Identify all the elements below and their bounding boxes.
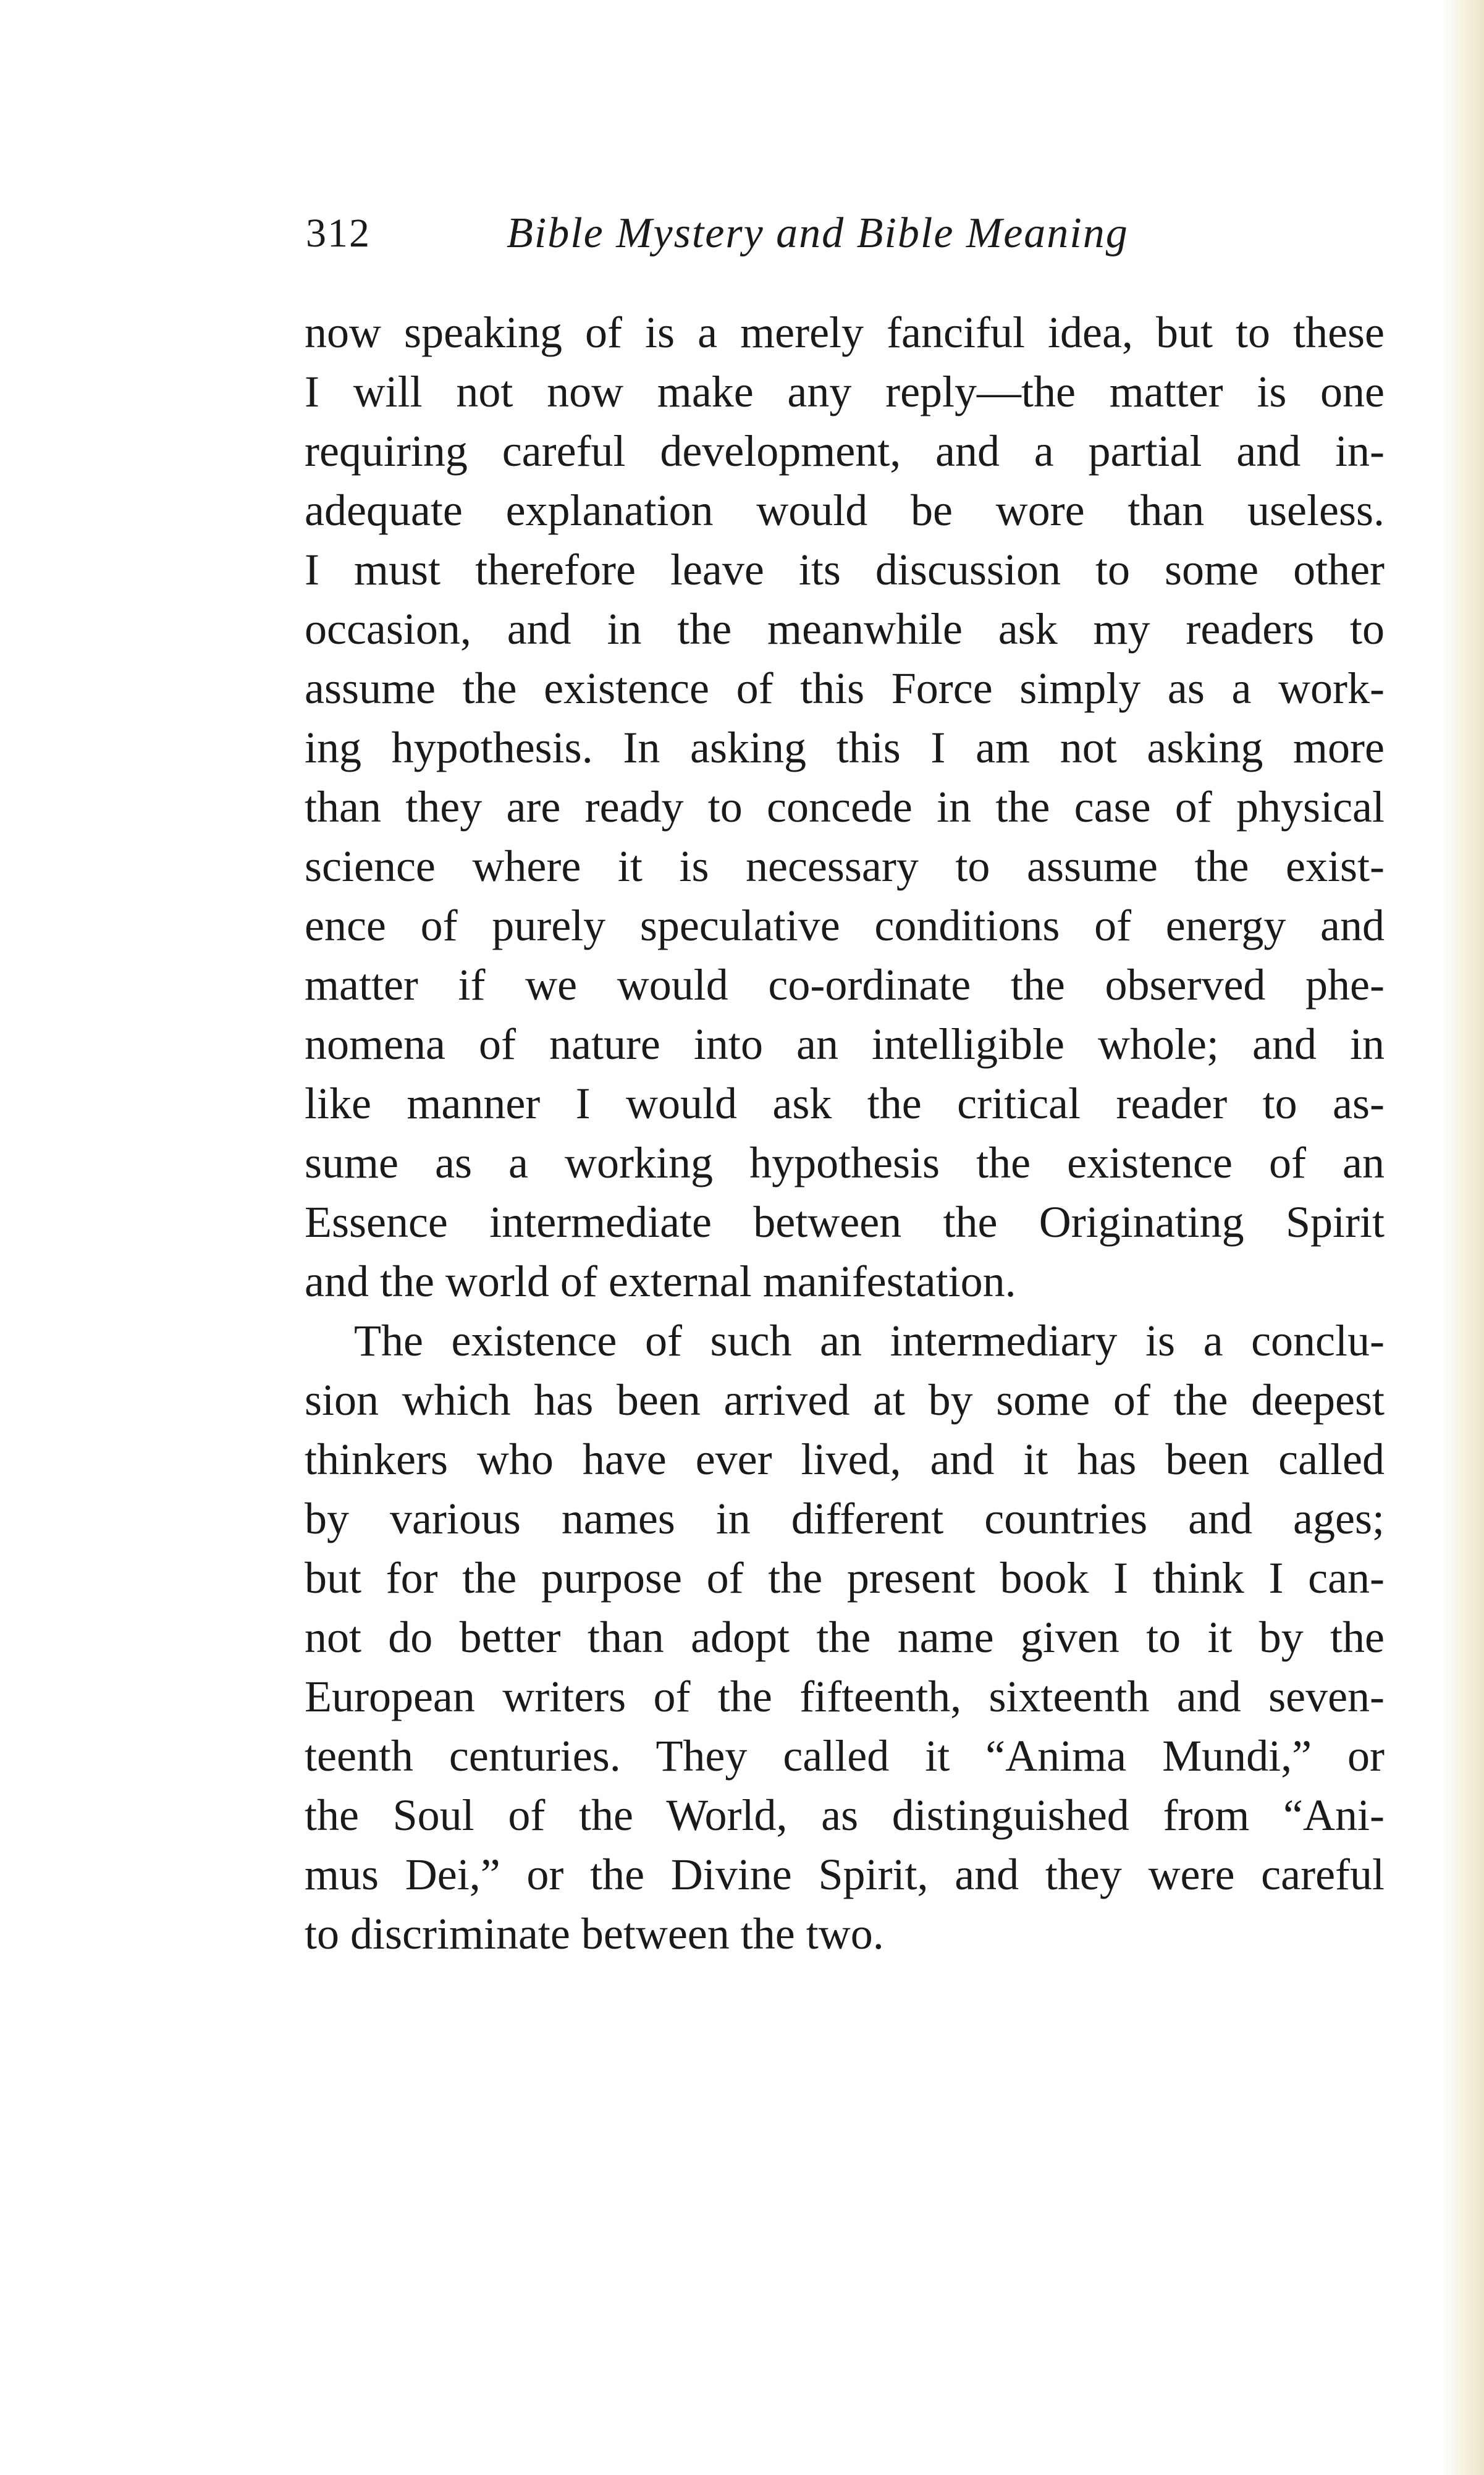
text-line: European writers of the fifteenth, sixteenth and seven- <box>305 1672 1385 1721</box>
text-line: science where it is necessary to assume the exist- <box>305 841 1385 891</box>
text-line: ence of purely speculative conditions of energy and <box>305 901 1385 950</box>
paragraph-2 <box>305 1311 1385 1963</box>
text-line: nomena of nature into an intelligible whole; and in <box>305 1019 1385 1069</box>
text-line: I must therefore leave its discussion to some other <box>305 545 1385 594</box>
text-line: to discriminate between the two. <box>305 1909 884 1958</box>
text-line: Essence intermediate between the Originating Spirit <box>305 1197 1385 1247</box>
text-line: teenth centuries. They called it “Anima Mundi,” or <box>305 1731 1385 1781</box>
text-line: requiring careful development, and a partial and in- <box>305 426 1385 476</box>
text-line: The existence of such an intermediary is a conclu- <box>354 1316 1385 1365</box>
page-edge-shading <box>1441 0 1484 2475</box>
body-text <box>305 303 1385 1963</box>
text-line: and the world of external manifestation. <box>305 1257 1016 1306</box>
running-head <box>306 196 1393 264</box>
text-line: not do better than adopt the name given to it by the <box>305 1613 1385 1662</box>
text-line: I will not now make any reply—the matter is one <box>305 367 1385 416</box>
text-line: now speaking of is a merely fanciful idea, but to these <box>305 308 1385 357</box>
text-line: sume as a working hypothesis the existence of an <box>305 1138 1385 1187</box>
text-line: thinkers who have ever lived, and it has been called <box>305 1435 1385 1484</box>
text-line: like manner I would ask the critical reader to as- <box>305 1079 1385 1128</box>
text-line: than they are ready to concede in the case of physical <box>305 782 1385 832</box>
text-line: by various names in different countries and ages; <box>305 1494 1385 1543</box>
text-line: the Soul of the World, as distinguished from “Ani- <box>305 1790 1385 1840</box>
text-line: ing hypothesis. In asking this I am not asking more <box>305 723 1385 772</box>
paragraph-1 <box>305 303 1385 1311</box>
text-line: mus Dei,” or the Divine Spirit, and they were careful <box>305 1850 1385 1899</box>
text-line: adequate explanation would be wore than useless. <box>305 486 1385 535</box>
text-line: assume the existence of this Force simply as a work- <box>305 664 1385 713</box>
running-title: Bible Mystery and Bible Meaning <box>507 209 1129 257</box>
text-line: sion which has been arrived at by some of the deepest <box>305 1375 1385 1425</box>
text-line: matter if we would co-ordinate the observed phe- <box>305 960 1385 1010</box>
page-number: 312 <box>306 211 371 256</box>
text-line: occasion, and in the meanwhile ask my readers to <box>305 604 1385 654</box>
text-line: but for the purpose of the present book I think I can- <box>305 1553 1385 1603</box>
